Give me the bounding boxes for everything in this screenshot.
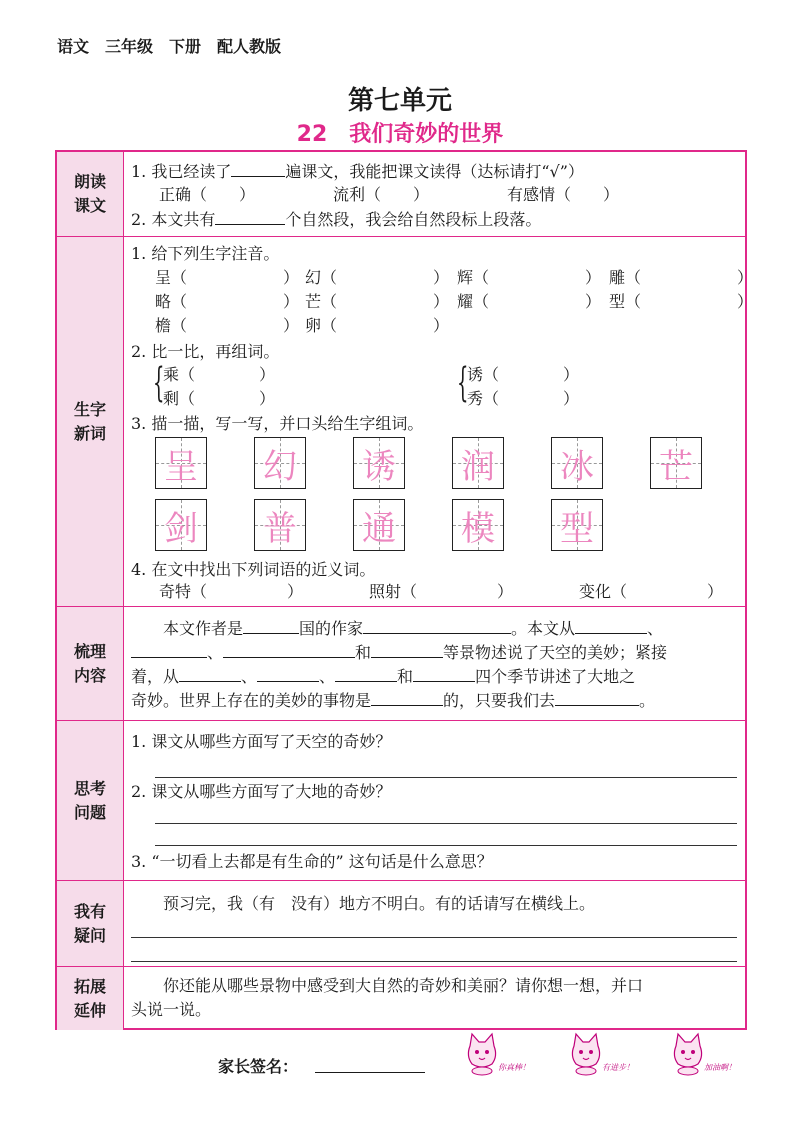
think-q1: 1. 课文从哪些方面写了天空的奇妙？ (131, 732, 392, 751)
fill-blank[interactable] (131, 641, 207, 658)
trace-character: 芒 (659, 446, 693, 487)
fill-blank[interactable] (371, 689, 443, 706)
pinyin-item[interactable]: 芒（ ） (305, 292, 450, 311)
brace-left: { (153, 360, 165, 406)
answer-line[interactable] (155, 823, 737, 824)
fill-blank[interactable] (257, 665, 319, 682)
sort-text: 国的作家 (299, 619, 364, 638)
answer-line[interactable] (155, 845, 737, 846)
section-label: 梳理内容 (57, 607, 124, 720)
trace-box[interactable] (650, 437, 702, 489)
sort-text: 等景物述说了天空的美妙；紧接 (443, 643, 668, 662)
sort-text: 。 (639, 691, 656, 710)
read-q1-end: 遍课文，我能把课文读得（达标请打“√”） (285, 162, 584, 181)
fill-blank[interactable] (371, 641, 443, 658)
section-sort (57, 606, 745, 720)
compare-char: 乘 (163, 365, 180, 384)
section-label: 拓展延伸 (57, 967, 124, 1030)
trace-box[interactable] (353, 437, 405, 489)
read-q2-end: 个自然段，我会给自然段标上段落。 (285, 210, 542, 229)
unit-title: 第七单元 (347, 86, 452, 116)
section-ask (57, 880, 745, 966)
lesson-name: 我们奇妙的世界 (349, 122, 504, 147)
section-label: 思考问题 (57, 721, 124, 880)
read-count-blank[interactable] (231, 160, 285, 177)
pinyin-item[interactable]: 幻（ ） (305, 268, 450, 287)
parent-signature-line[interactable] (315, 1072, 425, 1073)
trace-character: 冰 (560, 446, 594, 487)
extend-line-1: 你还能从哪些景物中感受到大自然的奇妙和美丽？请你想一想，并口 (163, 976, 644, 995)
trace-box[interactable] (155, 499, 207, 551)
answer-line[interactable] (155, 777, 737, 778)
pinyin-item[interactable]: 卵（ ） (305, 316, 450, 335)
sort-text: 。本文从 (511, 619, 576, 638)
read-q1-start: 1. 我已经读了 (131, 162, 232, 181)
sort-text: 、 (647, 619, 664, 638)
synonym-bianhua[interactable]: 变化（ ） (579, 582, 724, 601)
compare-char: 剩 (163, 389, 180, 408)
sort-text: 、 (241, 667, 258, 686)
paragraph-count-blank[interactable] (215, 208, 285, 225)
think-q2: 2. 课文从哪些方面写了大地的奇妙？ (131, 782, 392, 801)
sort-text: 的，只要我们去 (443, 691, 556, 710)
think-q3: 3. “一切看上去都是有生命的” 这句话是什么意思？ (131, 852, 493, 871)
pinyin-item[interactable]: 檐（ ） (155, 316, 300, 335)
answer-line[interactable] (131, 937, 737, 938)
words-q2: 2. 比一比，再组词。 (131, 342, 280, 361)
sticker-caption: 加油啊！ (704, 1063, 736, 1072)
trace-character: 呈 (164, 446, 198, 487)
trace-character: 润 (461, 446, 495, 487)
section-read (57, 152, 745, 236)
trace-character: 诱 (362, 446, 396, 487)
sort-text: 四个季节讲述了大地之 (475, 667, 636, 686)
pinyin-item[interactable]: 辉（ ） (457, 268, 602, 287)
trace-character: 幻 (263, 446, 297, 487)
trace-box[interactable] (452, 437, 504, 489)
pinyin-item[interactable]: 型（ ） (609, 292, 754, 311)
trace-box[interactable] (155, 437, 207, 489)
fill-blank[interactable] (363, 617, 511, 634)
sort-text: 、 (207, 643, 224, 662)
cat-icon (668, 1032, 708, 1076)
parent-signature-label: 家长签名： (218, 1057, 299, 1076)
fill-blank[interactable] (223, 641, 355, 658)
sort-text: 着，从 (131, 667, 180, 686)
section-label: 生字新词 (57, 237, 124, 606)
trace-character: 模 (461, 508, 495, 549)
pinyin-item[interactable]: 呈（ ） (155, 268, 300, 287)
trace-character: 通 (362, 508, 396, 549)
trace-box[interactable] (551, 437, 603, 489)
pinyin-item[interactable]: 雕（ ） (609, 268, 754, 287)
brace-right: { (457, 360, 469, 406)
cat-sticker (462, 1032, 530, 1080)
option-expressive[interactable]: 有感情（ ） (507, 185, 620, 204)
cat-sticker (668, 1032, 736, 1080)
compare-char: 诱 (467, 365, 484, 384)
trace-box[interactable] (254, 499, 306, 551)
section-think (57, 720, 745, 880)
sort-text: 本文作者是 (163, 619, 244, 638)
fill-blank[interactable] (575, 617, 647, 634)
lesson-title (0, 117, 800, 148)
ask-prompt: 预习完，我（有 没有）地方不明白。有的话请写在横线上。 (163, 894, 596, 913)
sticker-caption: 你真棒！ (498, 1063, 530, 1072)
option-correct[interactable]: 正确（ ） (159, 185, 256, 204)
fill-blank[interactable] (243, 617, 299, 634)
trace-box[interactable] (254, 437, 306, 489)
pinyin-item[interactable]: 耀（ ） (457, 292, 602, 311)
fill-blank[interactable] (555, 689, 639, 706)
synonym-qite[interactable]: 奇特（ ） (159, 582, 304, 601)
section-words: 生字新词 1. 给下列生字注音。 呈（ ） 幻（ ） 辉（ ） 雕（ ） 略（ ） 芒（ ） 耀（ ） 型（ ） 檐（ ） 卵（ ） 2. 比一比，再组词。 { 乘（ ） 剩（ ） { 诱（ ） 秀（ ） 3. 描一描，写一写，并口头给生字组词。 呈 幻 诱 润 冰 芒 剑 普 通 模 型 4. 在文中找出下列词语的近义词。 奇特（ ） 照射（ ） 变化（ ） (57, 236, 745, 606)
extend-line-2: 头说一说。 (131, 1000, 212, 1019)
cat-icon (462, 1032, 502, 1076)
words-q3: 3. 描一描，写一写，并口头给生字组词。 (131, 414, 424, 433)
cat-sticker (566, 1032, 634, 1080)
book-header: 语文 三年级 下册 配人教版 (57, 37, 282, 56)
synonym-zhaoshe[interactable]: 照射（ ） (369, 582, 514, 601)
answer-line[interactable] (131, 961, 737, 962)
trace-box[interactable] (353, 499, 405, 551)
sort-text: 、 (319, 667, 336, 686)
words-q4: 4. 在文中找出下列词语的近义词。 (131, 560, 376, 579)
sticker-caption: 有进步！ (602, 1063, 634, 1072)
section-extend (57, 966, 745, 1030)
trace-character: 普 (263, 508, 297, 549)
compare-char: 秀 (467, 389, 484, 408)
trace-box[interactable] (551, 499, 603, 551)
cat-icon (566, 1032, 606, 1076)
section-label: 朗读课文 (57, 152, 124, 236)
fill-blank[interactable] (413, 665, 475, 682)
sort-text: 奇妙。世界上存在的美妙的事物是 (131, 691, 372, 710)
read-q2-start: 2. 本文共有 (131, 210, 216, 229)
trace-box[interactable] (452, 499, 504, 551)
sort-text: 和 (397, 667, 414, 686)
words-q1: 1. 给下列生字注音。 (131, 244, 280, 263)
worksheet-table (55, 150, 754, 1030)
pinyin-item[interactable]: 略（ ） (155, 292, 300, 311)
trace-character: 剑 (164, 508, 198, 549)
section-label: 我有疑问 (57, 881, 124, 966)
fill-blank[interactable] (335, 665, 397, 682)
option-fluent[interactable]: 流利（ ） (333, 185, 430, 204)
lesson-number: 22 (296, 122, 328, 147)
fill-blank[interactable] (179, 665, 241, 682)
trace-character: 型 (560, 508, 594, 549)
sort-text: 和 (355, 643, 372, 662)
